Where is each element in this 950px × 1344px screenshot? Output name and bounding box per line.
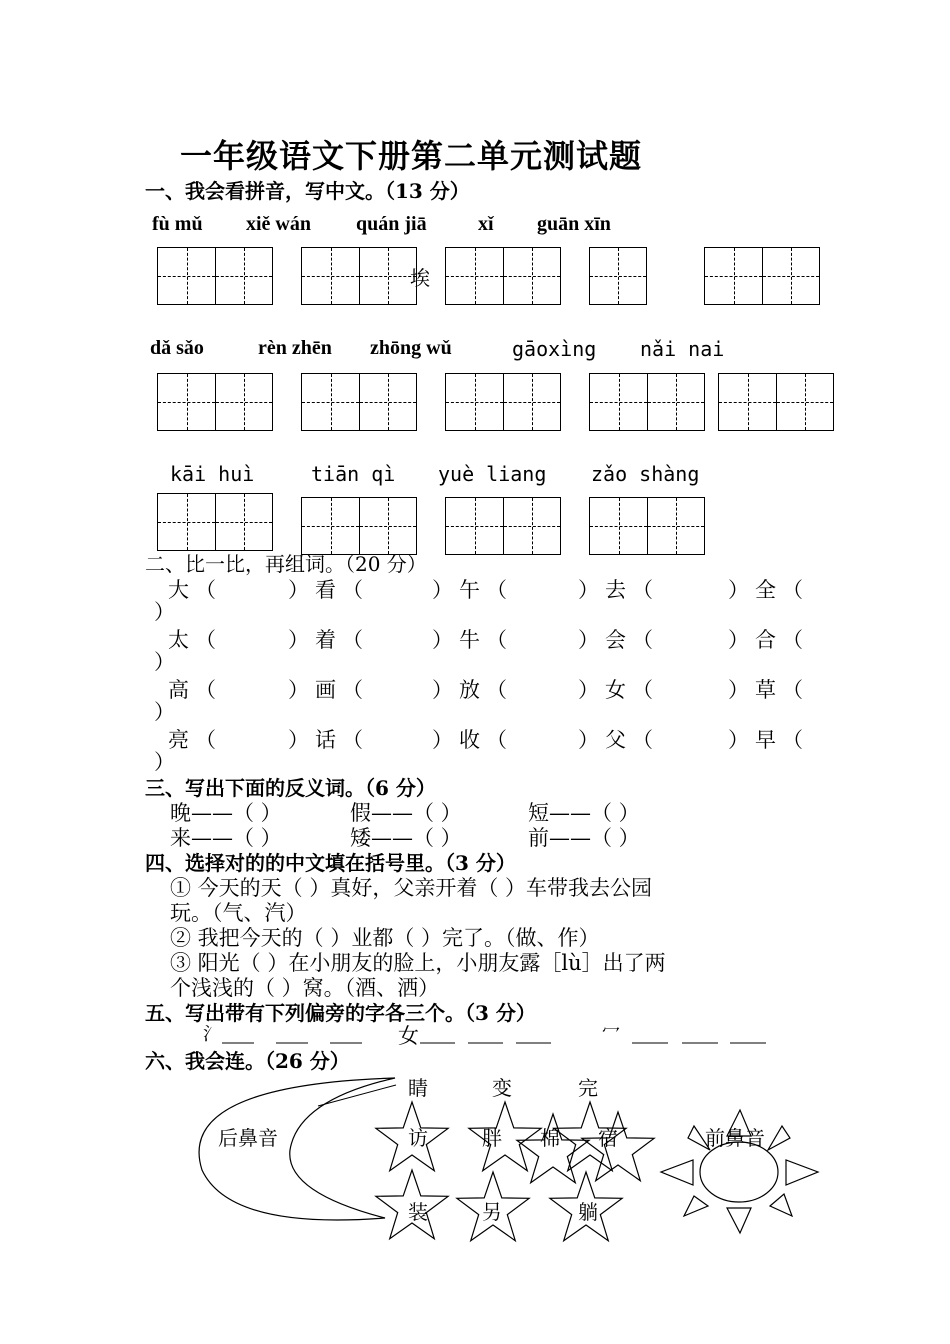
radical-label: 冖 [602, 1022, 620, 1043]
compare-close-paren: ） [154, 650, 175, 674]
compare-item: ）草（ [728, 678, 809, 702]
choose-line: ③ 阳光（ ）在小朋友的脸上，小朋友露［lù］出了两 [170, 951, 666, 975]
compare-item: 亮（ [168, 728, 222, 752]
choose-line: 玩。（气、汽） [170, 901, 307, 925]
compare-item: ）会（ [578, 628, 659, 652]
compare-item: ）去（ [578, 578, 659, 602]
compare-close-paren: ） [154, 750, 175, 774]
pinyin-label: guān xīn [537, 213, 611, 235]
choose-line: ② 我把今天的（ ）业都（ ）完了。（做、作） [170, 926, 600, 950]
section-6-heading: 六、我会连。（26 分） [145, 1049, 350, 1073]
pinyin-label: nǎi nai [640, 337, 725, 361]
stray-character: 埃 [410, 266, 430, 290]
section-3-heading: 三、写出下面的反义词。（6 分） [145, 776, 436, 800]
antonym-item: 短——（ ） [528, 801, 640, 825]
star-char[interactable]: 睛 [408, 1076, 428, 1100]
compare-item: 太（ [168, 628, 222, 652]
pinyin-label: gāoxìng [512, 337, 597, 361]
star-char[interactable]: 宿 [598, 1126, 618, 1150]
pinyin-label: xǐ [478, 213, 494, 235]
star-char[interactable]: 胖 [482, 1126, 502, 1150]
pinyin-label: tiān qì [311, 462, 396, 486]
pinyin-label: zhōng wǔ [370, 337, 452, 359]
compare-item: ）收（ [432, 728, 513, 752]
compare-item: ）女（ [578, 678, 659, 702]
star-shape [582, 1112, 654, 1181]
antonym-item: 前——（ ） [528, 826, 640, 850]
section-5-heading: 五、写出带有下列偏旁的字各三个。（3 分） [145, 1001, 536, 1025]
compare-item: ）午（ [432, 578, 513, 602]
pinyin-label: dǎ sǎo [150, 337, 204, 359]
compare-item: 高（ [168, 678, 222, 702]
section-4-heading: 四、选择对的的中文填在括号里。（3 分） [145, 851, 516, 875]
antonym-item: 来——（ ） [170, 826, 282, 850]
left-category-label: 后鼻音 [218, 1126, 278, 1150]
star-char[interactable]: 装 [408, 1200, 428, 1224]
choose-line: ① 今天的天（ ）真好，父亲开着（ ）车带我去公园 [170, 876, 653, 900]
compare-close-paren: ） [154, 600, 175, 624]
compare-item: ）牛（ [432, 628, 513, 652]
radical-label: 氵 [203, 1024, 221, 1045]
compare-item: ）合（ [728, 628, 809, 652]
star-char[interactable]: 棉 [540, 1126, 560, 1150]
compare-item: ）全（ [728, 578, 809, 602]
pinyin-label: yuè liang [438, 462, 547, 486]
compare-item: ）父（ [578, 728, 659, 752]
compare-item: ）放（ [432, 678, 513, 702]
pinyin-label: quán jiā [356, 213, 427, 235]
pinyin-label: zǎo shàng [591, 462, 700, 486]
compare-close-paren: ） [154, 700, 175, 724]
star-shape [469, 1102, 541, 1171]
pinyin-label: kāi huì [170, 462, 255, 486]
antonym-item: 假——（ ） [350, 801, 462, 825]
compare-item: ）话（ [288, 728, 369, 752]
right-category-label: 前鼻音 [705, 1126, 765, 1150]
star-char[interactable]: 访 [408, 1126, 428, 1150]
star-char[interactable]: 完 [578, 1076, 598, 1100]
radical-label: 女 [398, 1024, 419, 1048]
star-char[interactable]: 变 [492, 1076, 512, 1100]
star-char[interactable]: 另 [482, 1200, 502, 1224]
pinyin-label: rèn zhēn [258, 337, 332, 359]
star-char[interactable]: 躺 [578, 1200, 598, 1224]
compare-item: ）画（ [288, 678, 369, 702]
antonym-item: 晚——（ ） [170, 801, 282, 825]
compare-item: ）着（ [288, 628, 369, 652]
compare-item: ）看（ [288, 578, 369, 602]
compare-item: 大（ [168, 578, 222, 602]
pinyin-label: xiě wán [246, 213, 311, 235]
antonym-item: 矮——（ ） [350, 826, 462, 850]
compare-item: ）早（ [728, 728, 809, 752]
choose-line: 个浅浅的（ ）窝。（酒、洒） [170, 976, 440, 1000]
page-title: 一年级语文下册第二单元测试题 [180, 137, 643, 175]
section-1-heading: 一、我会看拼音，写中文。（13 分） [145, 179, 470, 203]
pinyin-label: fù mǔ [152, 213, 203, 235]
section-2-heading: 二、比一比，再组词。（20 分） [145, 552, 427, 576]
